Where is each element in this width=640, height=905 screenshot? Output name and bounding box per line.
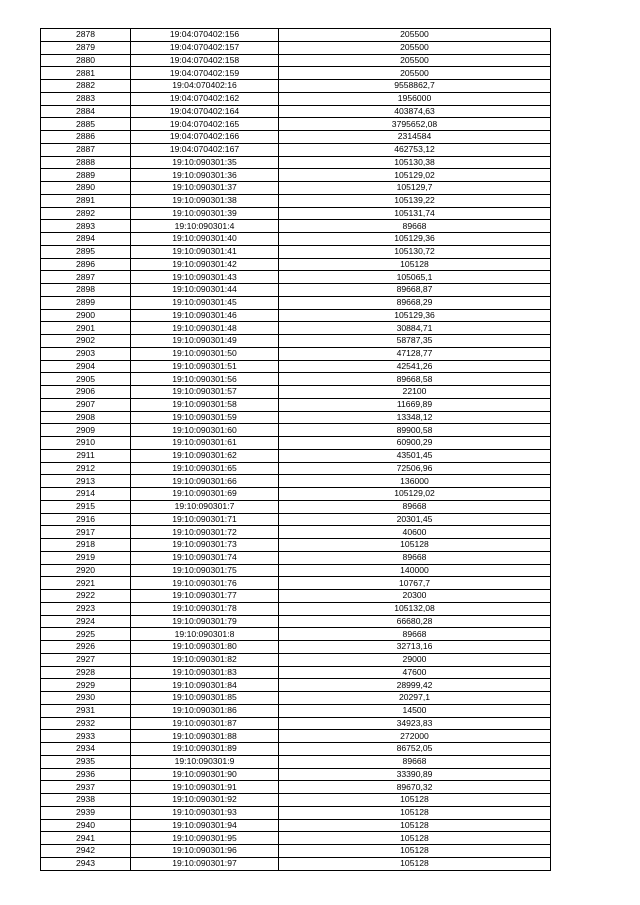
row-number-cell: 2943	[41, 857, 131, 870]
cadastral-number-cell: 19:10:090301:92	[131, 794, 279, 807]
cadastral-number-cell: 19:10:090301:48	[131, 322, 279, 335]
row-number-cell: 2921	[41, 577, 131, 590]
table-row	[41, 29, 551, 42]
cadastral-number-cell: 19:10:090301:74	[131, 551, 279, 564]
table-row	[41, 717, 551, 730]
value-cell: 28999,42	[279, 679, 551, 692]
cadastral-number-cell: 19:10:090301:62	[131, 449, 279, 462]
row-number-cell: 2886	[41, 131, 131, 144]
row-number-cell: 2878	[41, 29, 131, 42]
row-number-cell: 2923	[41, 602, 131, 615]
row-number-cell: 2883	[41, 92, 131, 105]
table-row	[41, 845, 551, 858]
value-cell: 205500	[279, 29, 551, 42]
table-row	[41, 653, 551, 666]
row-number-cell: 2913	[41, 475, 131, 488]
table-row	[41, 80, 551, 93]
table-row	[41, 156, 551, 169]
row-number-cell: 2918	[41, 539, 131, 552]
row-number-cell: 2890	[41, 182, 131, 195]
value-cell: 60900,29	[279, 437, 551, 450]
value-cell: 105128	[279, 794, 551, 807]
row-number-cell: 2885	[41, 118, 131, 131]
row-number-cell: 2907	[41, 398, 131, 411]
table-row	[41, 526, 551, 539]
cadastral-number-cell: 19:10:090301:85	[131, 692, 279, 705]
value-cell: 272000	[279, 730, 551, 743]
row-number-cell: 2888	[41, 156, 131, 169]
table-row	[41, 755, 551, 768]
cadastral-number-cell: 19:10:090301:41	[131, 245, 279, 258]
cadastral-number-cell: 19:10:090301:84	[131, 679, 279, 692]
table-row	[41, 284, 551, 297]
cadastral-number-cell: 19:10:090301:40	[131, 233, 279, 246]
row-number-cell: 2884	[41, 105, 131, 118]
table-row	[41, 437, 551, 450]
cadastral-number-cell: 19:10:090301:87	[131, 717, 279, 730]
value-cell: 105129,02	[279, 169, 551, 182]
cadastral-number-cell: 19:10:090301:73	[131, 539, 279, 552]
row-number-cell: 2892	[41, 207, 131, 220]
row-number-cell: 2908	[41, 411, 131, 424]
table-row	[41, 386, 551, 399]
value-cell: 462753,12	[279, 143, 551, 156]
row-number-cell: 2893	[41, 220, 131, 233]
cadastral-number-cell: 19:10:090301:77	[131, 590, 279, 603]
value-cell: 105129,36	[279, 309, 551, 322]
table-row	[41, 475, 551, 488]
cadastral-number-cell: 19:10:090301:89	[131, 743, 279, 756]
value-cell: 30884,71	[279, 322, 551, 335]
row-number-cell: 2914	[41, 488, 131, 501]
value-cell: 105129,36	[279, 233, 551, 246]
row-number-cell: 2916	[41, 513, 131, 526]
row-number-cell: 2879	[41, 41, 131, 54]
row-number-cell: 2903	[41, 347, 131, 360]
cadastral-number-cell: 19:10:090301:58	[131, 398, 279, 411]
value-cell: 89668	[279, 551, 551, 564]
row-number-cell: 2938	[41, 794, 131, 807]
table-row	[41, 271, 551, 284]
value-cell: 3795652,08	[279, 118, 551, 131]
row-number-cell: 2939	[41, 806, 131, 819]
table-row	[41, 449, 551, 462]
row-number-cell: 2931	[41, 704, 131, 717]
table-row	[41, 322, 551, 335]
cadastral-number-cell: 19:10:090301:8	[131, 628, 279, 641]
value-cell: 105128	[279, 258, 551, 271]
table-row	[41, 551, 551, 564]
cadastral-number-cell: 19:10:090301:65	[131, 462, 279, 475]
row-number-cell: 2928	[41, 666, 131, 679]
row-number-cell: 2889	[41, 169, 131, 182]
table-row	[41, 118, 551, 131]
row-number-cell: 2899	[41, 296, 131, 309]
row-number-cell: 2896	[41, 258, 131, 271]
cadastral-number-cell: 19:04:070402:16	[131, 80, 279, 93]
row-number-cell: 2910	[41, 437, 131, 450]
cadastral-number-cell: 19:10:090301:39	[131, 207, 279, 220]
row-number-cell: 2922	[41, 590, 131, 603]
row-number-cell: 2900	[41, 309, 131, 322]
value-cell: 20300	[279, 590, 551, 603]
cadastral-number-cell: 19:10:090301:80	[131, 641, 279, 654]
value-cell: 105129,02	[279, 488, 551, 501]
table-row	[41, 67, 551, 80]
cadastral-number-cell: 19:10:090301:95	[131, 832, 279, 845]
value-cell: 89900,58	[279, 424, 551, 437]
value-cell: 105129,7	[279, 182, 551, 195]
value-cell: 89668	[279, 220, 551, 233]
cadastral-number-cell: 19:10:090301:36	[131, 169, 279, 182]
table-row	[41, 539, 551, 552]
cadastral-number-cell: 19:10:090301:71	[131, 513, 279, 526]
cadastral-number-cell: 19:10:090301:76	[131, 577, 279, 590]
value-cell: 105132,08	[279, 602, 551, 615]
value-cell: 105128	[279, 806, 551, 819]
cadastral-number-cell: 19:10:090301:69	[131, 488, 279, 501]
table-row	[41, 143, 551, 156]
row-number-cell: 2911	[41, 449, 131, 462]
row-number-cell: 2934	[41, 743, 131, 756]
table-row	[41, 398, 551, 411]
value-cell: 205500	[279, 67, 551, 80]
table-row	[41, 309, 551, 322]
table-row	[41, 54, 551, 67]
cadastral-number-cell: 19:04:070402:167	[131, 143, 279, 156]
value-cell: 32713,16	[279, 641, 551, 654]
value-cell: 58787,35	[279, 335, 551, 348]
table-row	[41, 207, 551, 220]
cadastral-number-cell: 19:10:090301:93	[131, 806, 279, 819]
cadastral-number-cell: 19:10:090301:88	[131, 730, 279, 743]
table-row	[41, 615, 551, 628]
value-cell: 34923,83	[279, 717, 551, 730]
table-row	[41, 296, 551, 309]
value-cell: 105065,1	[279, 271, 551, 284]
table-row	[41, 692, 551, 705]
value-cell: 1956000	[279, 92, 551, 105]
document-page	[40, 28, 550, 871]
value-cell: 205500	[279, 54, 551, 67]
value-cell: 89668,87	[279, 284, 551, 297]
row-number-cell: 2912	[41, 462, 131, 475]
table-row	[41, 832, 551, 845]
cadastral-number-cell: 19:10:090301:96	[131, 845, 279, 858]
cadastral-number-cell: 19:10:090301:4	[131, 220, 279, 233]
cadastral-number-cell: 19:04:070402:157	[131, 41, 279, 54]
table-row	[41, 666, 551, 679]
value-cell: 11669,89	[279, 398, 551, 411]
table-row	[41, 628, 551, 641]
row-number-cell: 2937	[41, 781, 131, 794]
table-row	[41, 462, 551, 475]
cadastral-number-cell: 19:10:090301:61	[131, 437, 279, 450]
table-row	[41, 131, 551, 144]
table-row	[41, 488, 551, 501]
value-cell: 89668	[279, 628, 551, 641]
value-cell: 105128	[279, 845, 551, 858]
value-cell: 43501,45	[279, 449, 551, 462]
row-number-cell: 2898	[41, 284, 131, 297]
table-row	[41, 411, 551, 424]
row-number-cell: 2891	[41, 194, 131, 207]
cadastral-number-cell: 19:10:090301:44	[131, 284, 279, 297]
cadastral-number-cell: 19:04:070402:158	[131, 54, 279, 67]
table-row	[41, 781, 551, 794]
table-row	[41, 233, 551, 246]
table-row	[41, 577, 551, 590]
value-cell: 105130,38	[279, 156, 551, 169]
cadastral-number-cell: 19:10:090301:50	[131, 347, 279, 360]
row-number-cell: 2930	[41, 692, 131, 705]
table-row	[41, 41, 551, 54]
value-cell: 89668,58	[279, 373, 551, 386]
cadastral-number-cell: 19:10:090301:94	[131, 819, 279, 832]
cadastral-number-cell: 19:10:090301:9	[131, 755, 279, 768]
value-cell: 14500	[279, 704, 551, 717]
cadastral-number-cell: 19:10:090301:37	[131, 182, 279, 195]
value-cell: 89668	[279, 500, 551, 513]
value-cell: 29000	[279, 653, 551, 666]
row-number-cell: 2936	[41, 768, 131, 781]
value-cell: 33390,89	[279, 768, 551, 781]
table-row	[41, 245, 551, 258]
row-number-cell: 2895	[41, 245, 131, 258]
value-cell: 2314584	[279, 131, 551, 144]
table-row	[41, 335, 551, 348]
cadastral-number-cell: 19:10:090301:72	[131, 526, 279, 539]
value-cell: 105130,72	[279, 245, 551, 258]
value-cell: 89668	[279, 755, 551, 768]
table-row	[41, 857, 551, 870]
table-row	[41, 819, 551, 832]
table-row	[41, 347, 551, 360]
table-row	[41, 768, 551, 781]
table-row	[41, 730, 551, 743]
table-row	[41, 806, 551, 819]
value-cell: 66680,28	[279, 615, 551, 628]
row-number-cell: 2935	[41, 755, 131, 768]
row-number-cell: 2882	[41, 80, 131, 93]
table-row	[41, 258, 551, 271]
cadastral-number-cell: 19:10:090301:78	[131, 602, 279, 615]
table-row	[41, 641, 551, 654]
table-row	[41, 679, 551, 692]
value-cell: 140000	[279, 564, 551, 577]
row-number-cell: 2933	[41, 730, 131, 743]
cadastral-number-cell: 19:04:070402:165	[131, 118, 279, 131]
row-number-cell: 2909	[41, 424, 131, 437]
cadastral-number-cell: 19:10:090301:45	[131, 296, 279, 309]
cadastral-number-cell: 19:10:090301:7	[131, 500, 279, 513]
cadastral-number-cell: 19:04:070402:159	[131, 67, 279, 80]
row-number-cell: 2881	[41, 67, 131, 80]
table-row	[41, 360, 551, 373]
value-cell: 403874,63	[279, 105, 551, 118]
value-cell: 105128	[279, 819, 551, 832]
value-cell: 105128	[279, 857, 551, 870]
table-row	[41, 590, 551, 603]
cadastral-number-cell: 19:10:090301:42	[131, 258, 279, 271]
row-number-cell: 2927	[41, 653, 131, 666]
cadastral-number-cell: 19:10:090301:57	[131, 386, 279, 399]
row-number-cell: 2906	[41, 386, 131, 399]
table-row	[41, 169, 551, 182]
cadastral-number-cell: 19:10:090301:38	[131, 194, 279, 207]
cadastral-number-cell: 19:10:090301:91	[131, 781, 279, 794]
table-row	[41, 602, 551, 615]
cadastral-number-cell: 19:04:070402:156	[131, 29, 279, 42]
value-cell: 89668,29	[279, 296, 551, 309]
table-row	[41, 500, 551, 513]
value-cell: 72506,96	[279, 462, 551, 475]
value-cell: 42541,26	[279, 360, 551, 373]
value-cell: 40600	[279, 526, 551, 539]
cadastral-number-cell: 19:10:090301:51	[131, 360, 279, 373]
row-number-cell: 2894	[41, 233, 131, 246]
cadastral-number-cell: 19:10:090301:56	[131, 373, 279, 386]
value-cell: 86752,05	[279, 743, 551, 756]
row-number-cell: 2905	[41, 373, 131, 386]
table-row	[41, 182, 551, 195]
cadastral-number-cell: 19:10:090301:86	[131, 704, 279, 717]
cadastral-number-cell: 19:04:070402:164	[131, 105, 279, 118]
row-number-cell: 2941	[41, 832, 131, 845]
table-row	[41, 743, 551, 756]
cadastral-number-cell: 19:04:070402:166	[131, 131, 279, 144]
row-number-cell: 2887	[41, 143, 131, 156]
value-cell: 47600	[279, 666, 551, 679]
table-row	[41, 564, 551, 577]
value-cell: 22100	[279, 386, 551, 399]
value-cell: 205500	[279, 41, 551, 54]
table-row	[41, 513, 551, 526]
value-cell: 13348,12	[279, 411, 551, 424]
row-number-cell: 2880	[41, 54, 131, 67]
value-cell: 20301,45	[279, 513, 551, 526]
table-body	[41, 29, 551, 871]
value-cell: 105131,74	[279, 207, 551, 220]
row-number-cell: 2926	[41, 641, 131, 654]
table-row	[41, 92, 551, 105]
row-number-cell: 2917	[41, 526, 131, 539]
cadastral-number-cell: 19:10:090301:46	[131, 309, 279, 322]
table-row	[41, 424, 551, 437]
row-number-cell: 2920	[41, 564, 131, 577]
cadastral-number-cell: 19:10:090301:35	[131, 156, 279, 169]
row-number-cell: 2919	[41, 551, 131, 564]
cadastral-number-cell: 19:10:090301:60	[131, 424, 279, 437]
row-number-cell: 2925	[41, 628, 131, 641]
table-row	[41, 704, 551, 717]
row-number-cell: 2924	[41, 615, 131, 628]
table-row	[41, 794, 551, 807]
table-row	[41, 220, 551, 233]
cadastral-number-cell: 19:10:090301:79	[131, 615, 279, 628]
table-row	[41, 194, 551, 207]
cadastral-number-cell: 19:10:090301:75	[131, 564, 279, 577]
value-cell: 105128	[279, 539, 551, 552]
row-number-cell: 2915	[41, 500, 131, 513]
cadastral-number-cell: 19:10:090301:66	[131, 475, 279, 488]
cadastral-number-cell: 19:10:090301:59	[131, 411, 279, 424]
value-cell: 9558862,7	[279, 80, 551, 93]
row-number-cell: 2932	[41, 717, 131, 730]
row-number-cell: 2929	[41, 679, 131, 692]
value-cell: 20297,1	[279, 692, 551, 705]
value-cell: 105139,22	[279, 194, 551, 207]
value-cell: 47128,77	[279, 347, 551, 360]
row-number-cell: 2940	[41, 819, 131, 832]
cadastral-number-cell: 19:04:070402:162	[131, 92, 279, 105]
row-number-cell: 2901	[41, 322, 131, 335]
row-number-cell: 2904	[41, 360, 131, 373]
row-number-cell: 2897	[41, 271, 131, 284]
value-cell: 89670,32	[279, 781, 551, 794]
row-number-cell: 2902	[41, 335, 131, 348]
table-row	[41, 373, 551, 386]
value-cell: 105128	[279, 832, 551, 845]
value-cell: 10767,7	[279, 577, 551, 590]
row-number-cell: 2942	[41, 845, 131, 858]
cadastral-number-cell: 19:10:090301:82	[131, 653, 279, 666]
data-table	[40, 28, 551, 871]
cadastral-number-cell: 19:10:090301:97	[131, 857, 279, 870]
value-cell: 136000	[279, 475, 551, 488]
cadastral-number-cell: 19:10:090301:49	[131, 335, 279, 348]
table-row	[41, 105, 551, 118]
cadastral-number-cell: 19:10:090301:43	[131, 271, 279, 284]
cadastral-number-cell: 19:10:090301:83	[131, 666, 279, 679]
cadastral-number-cell: 19:10:090301:90	[131, 768, 279, 781]
